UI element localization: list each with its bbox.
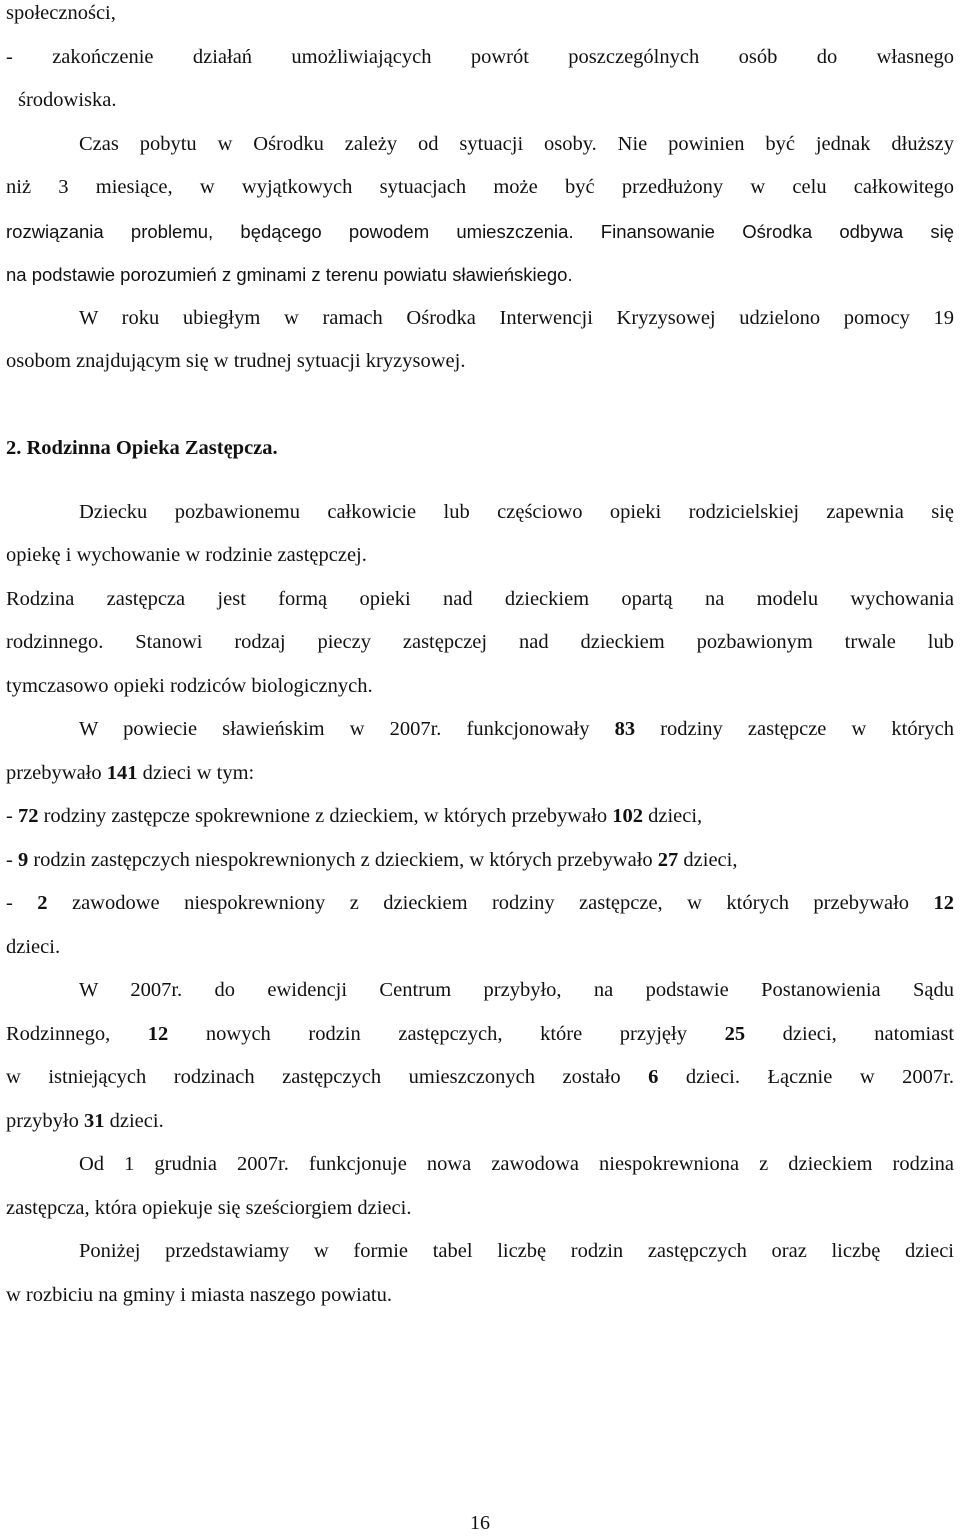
list-dash: - [6,848,13,871]
text-line [6,1013,954,1057]
text-run: przebywało [6,761,102,784]
text-line: na podstawie porozumień z gminami z terenu powiatu sławieńskiego. [6,264,573,285]
text-run: Rodzinnego, [6,1022,111,1045]
text-line: niż 3 miesiące, w wyjątkowych sytuacjach może być przedłużony w celu całkowitego [6,176,954,198]
text-line: Czas pobytu w Ośrodku zależy od sytuacji osoby. Nie powinien być jednak dłuższy [79,132,954,155]
text-line: W roku ubiegłym w ramach Ośrodka Interwencji Kryzysowej udzielono pomocy 19 [79,306,954,329]
text-line: rozwiązania problemu, będącego powodem umieszczenia. Finansowanie Ośrodka odbywa się [6,220,954,242]
bold-number: 25 [724,1022,746,1045]
bold-number: 83 [614,718,636,740]
page-number: 16 [470,1512,490,1534]
text-line [6,795,954,839]
text-line: środowiska. [18,89,117,111]
text-run: nowych rodzin zastępczych, które przyjęły [205,1022,687,1045]
section-heading: 2. Rodzinna Opieka Zastępcza. [6,437,278,459]
text-line [6,1056,954,1100]
text-run: dzieci w tym: [142,761,255,784]
text-run: zawodowe niespokrewniony z dzieckiem rodziny zastępcze, w których przebywało [71,892,910,914]
text-run: dzieci. [109,1109,164,1132]
text-run: przybyło [6,1109,79,1132]
bold-number: 31 [84,1109,105,1132]
list-dash: - [6,892,13,914]
text-line: Poniżej przedstawiamy w formie tabel liczbę rodzin zastępczych oraz liczbę dzieci [79,1240,954,1262]
text-line: opiekę i wychowanie w rodzinie zastępczej. [6,544,367,566]
text-run: W powiecie sławieńskim w 2007r. funkcjonowały [79,718,590,740]
text-line: Od 1 grudnia 2007r. funkcjonuje nowa zawodowa niespokrewniona z dzieckiem rodzina [79,1153,954,1175]
text-line: - zakończenie działań umożliwiających powrót poszczególnych osób do własnego [6,45,954,68]
text-run: dzieci. Łącznie w 2007r. [685,1066,954,1088]
text-line: tymczasowo opieki rodziców biologicznych. [6,674,373,697]
text-run: dzieci, [648,805,703,827]
bold-number: 72 [17,805,39,827]
bold-number: 6 [648,1066,659,1088]
bold-number: 12 [147,1022,169,1045]
text-line [6,839,954,883]
text-line: zastępcza, która opiekuje się sześciorgiem dzieci. [6,1196,412,1219]
text-line: W 2007r. do ewidencji Centrum przybyło, na podstawie Postanowienia Sądu [79,979,954,1001]
text-line [6,752,954,796]
text-line: Rodzina zastępcza jest formą opieki nad dzieckiem opartą na modelu wychowania [6,587,954,610]
list-dash: - [6,805,13,827]
text-run: dzieci, natomiast [782,1022,954,1045]
text-run: dzieci, [683,848,738,871]
text-run: rodziny zastępcze w których [660,718,954,740]
text-line [6,708,954,752]
bold-number: 2 [37,892,48,914]
bold-number: 27 [657,848,679,871]
text-line: dzieci. [6,935,61,958]
document-body [6,0,954,1317]
text-line [6,882,954,926]
text-run: rodziny zastępcze spokrewnione z dzieckiem, w których przebywało [43,805,608,827]
spacer [6,384,954,428]
bold-number: 141 [106,761,138,784]
text-line: Dziecku pozbawionemu całkowicie lub częściowo opieki rodzicielskiej zapewnia się [79,500,954,523]
text-line: osobom znajdującym się w trudnej sytuacji kryzysowej. [6,350,466,372]
text-line: w rozbiciu na gminy i miasta naszego powiatu. [6,1283,392,1306]
text-line: rodzinnego. Stanowi rodzaj pieczy zastępczej nad dzieckiem pozbawionym trwale lub [6,631,954,653]
spacer [6,471,954,491]
bold-number: 102 [612,805,643,827]
text-line [6,1100,954,1144]
bold-number: 9 [17,848,29,871]
text-run: rodzin zastępczych niespokrewnionych z dzieckiem, w których przebywało [33,848,653,871]
text-line: społeczności, [6,2,116,24]
bold-number: 12 [933,892,954,914]
text-run: w istniejących rodzinach zastępczych umieszczonych zostało [6,1066,621,1088]
